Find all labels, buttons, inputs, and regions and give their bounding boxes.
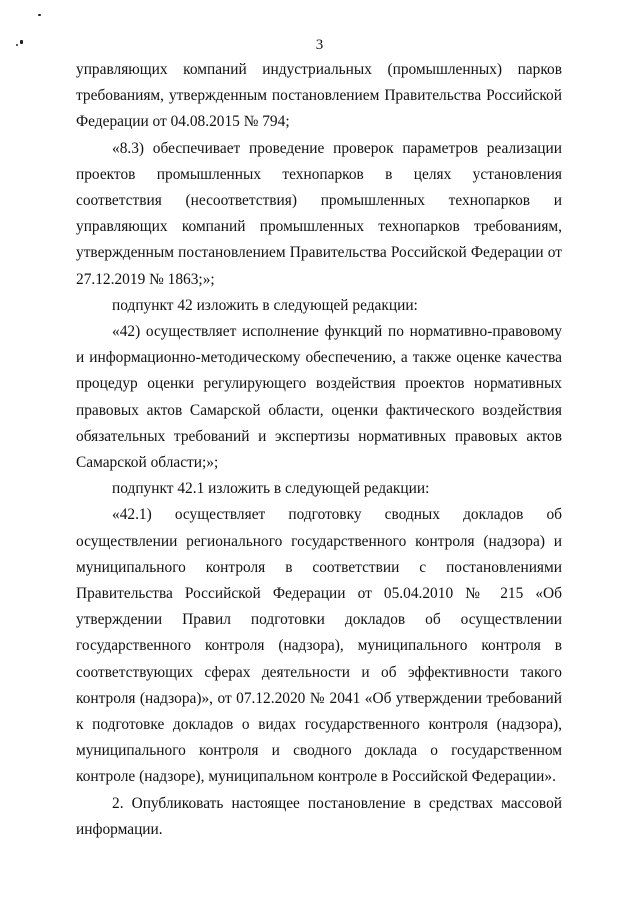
document-body bbox=[76, 57, 562, 843]
paragraph bbox=[76, 136, 562, 293]
page-number: 3 bbox=[315, 37, 324, 53]
paragraph-text: управляющих компаний индустриальных (промышленных) парков требованиям, утвержденным постановлением Правительства Российской Федерации от 04.08.2015 № 794; bbox=[76, 61, 562, 131]
paragraph bbox=[76, 319, 562, 476]
paragraph-text: 2. Опубликовать настоящее постановление в средствах массовой информации. bbox=[76, 794, 562, 838]
paragraph bbox=[76, 293, 562, 319]
paragraph bbox=[76, 791, 562, 843]
paragraph-text: подпункт 42 изложить в следующей редакции: bbox=[112, 296, 418, 314]
paragraph bbox=[76, 476, 562, 502]
paragraph-text: «42.1) осуществляет подготовку сводных докладов об осуществлении регионального государственного контроля (надзора) и муниципального контроля в соответствии с постановлениями Правительства Российской Федерации от 05.04.2010 № 215 «Об утверждении Правил подготовки докладов об осуществлении государственного контроля (надзора), муниципального контроля в соответствующих сферах деятельности и об эффективности такого контроля (надзора)», от 07.12.2020 № 2041 «Об утверждении требований к подготовке докладов о видах государственного контроля (надзора), муниципального контроля и сводного доклада о государственном контроле (надзоре), муниципальном контроле в Российской Федерации». bbox=[76, 506, 562, 786]
paragraph-text: «42) осуществляет исполнение функций по нормативно-правовому и информационно-методическому обеспечению, а также оценке качества процедур оценки регулирующего воздействия проектов нормативных правовых актов Самарской области, оценки фактического воздействия обязательных требований и экспертизы нормативных правовых актов Самарской области;»; bbox=[76, 323, 562, 472]
paragraph-text: «8.3) обеспечивает проведение проверок параметров реализации проектов промышленных технопарков в целях установления соответствия (несоответствия) промышленных технопарков и управляющих компаний промышленных технопарков требованиям, утвержденным постановлением Правительства Российской Федерации от 27.12.2019 № 1863;»; bbox=[76, 139, 562, 288]
paragraph bbox=[76, 502, 562, 790]
scan-mark bbox=[38, 14, 41, 16]
paragraph-text: подпункт 42.1 изложить в следующей редакции: bbox=[112, 480, 430, 498]
paragraph bbox=[76, 57, 562, 136]
